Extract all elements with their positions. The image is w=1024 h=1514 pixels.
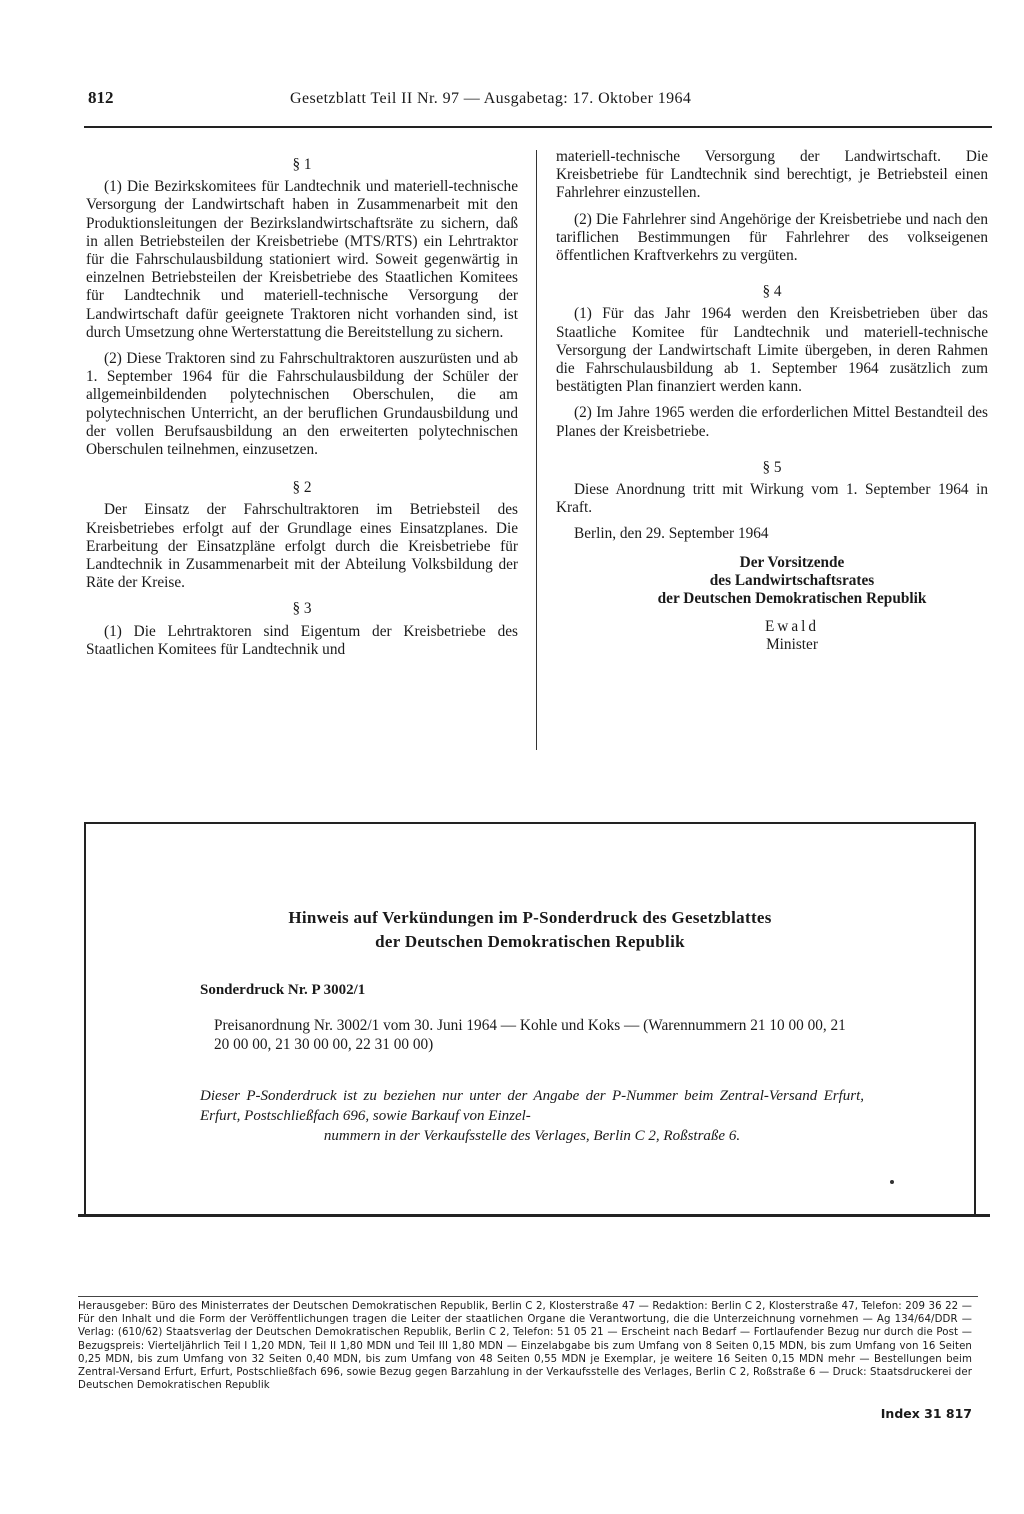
imprint-footer: Herausgeber: Büro des Ministerrates der Deutschen Demokratischen Republik, Berlin C 2, Klosterstraße 47 — Redaktion: Berlin C 2, Klosterstraße 47, Telefon: 209 36 22 — Für den Inhalt und die Form der Veröffentlichungen tragen die Leiter der staatlichen Organe die Verantwortung, die die Unterzeichnung vornehmen — Ag 134/64/DDR — Verlag: (610/62) Staatsverlag der Deutschen Demokratischen Republik, Berlin C 2, Telefon: 51 05 21 — Erscheint nach Bedarf — Fortlaufender Bezug nur durch die Post — Bezugspreis: Vierteljährlich Teil I 1,20 MDN, Teil II 1,80 MDN und Teil III 1,80 MDN — Einzelabgabe bis zum Umfang von 8 Seiten 0,15 MDN, bis zum Umfang von 16 Seiten 0,25 MDN, bis zum Umfang von 32 Seiten 0,40 MDN, bis zum Umfang von 48 Seiten 0,55 MDN je Exemplar, je weitere 16 Seiten 0,15 MDN mehr — Bestellungen beim Zentral-Versand Erfurt, Erfurt, Postschließfach 696, sowie Bezug gegen Barzahlung in der Verkaufsstelle des Verlages, Berlin C 2, Roßstraße 6 — Druck: Staatsdruckerei der Deutschen Demokratischen Republik [78, 1301, 972, 1392]
left-column [86, 148, 518, 659]
notice-bottom-rule [78, 1214, 990, 1217]
signatory-line: Der Vorsitzende [739, 553, 845, 571]
section-heading: § 2 [292, 479, 312, 497]
city-date: Berlin, den 29. September 1964 [574, 525, 769, 543]
section-heading: § 3 [292, 600, 312, 618]
notice-box [84, 822, 976, 1214]
column-divider [536, 150, 537, 750]
paragraph: Der Einsatz der Fahrschultraktoren im Betriebsteil des Kreisbetriebes erfolgt auf der Grundlage eines Einsatzplanes. Die Erarbeitung der Einsatzpläne erfolgt durch die Kreisbetriebe für Landtechnik in Zusammenarbeit mit der Abteilung Volksbildung der Räte der Kreise. [86, 501, 518, 592]
header-rule [84, 126, 992, 128]
page-header-title: Gesetzblatt Teil II Nr. 97 — Ausgabetag: 17. Oktober 1964 [290, 90, 692, 107]
paragraph: (1) Für das Jahr 1964 werden den Kreisbetrieben über das Staatliche Komitee für Landtechnik und materiell-technische Versorgung der Landwirtschaft Limite übergeben, in deren Rahmen die Fahrschulausbildung ab 1. September 1964 zusätzlich zum bestätigten Plan finanziert werden kann. [556, 305, 988, 396]
paragraph: materiell-technische Versorgung der Landwirtschaft. Die Kreisbetriebe für Landtechnik sind berechtigt, je Betriebsteil einen Fahrlehrer einzustellen. [556, 148, 988, 202]
paragraph: Diese Anordnung tritt mit Wirkung vom 1. September 1964 in Kraft. [556, 481, 988, 517]
signatory-line: der Deutschen Demokratischen Republik [657, 590, 927, 608]
dot-mark [890, 1180, 894, 1184]
signatory-title: Minister [766, 636, 818, 654]
section-heading: § 1 [292, 156, 312, 173]
footer-rule [78, 1296, 978, 1297]
notice-ordering-text: Dieser P-Sonderdruck ist zu beziehen nur unter der Angabe der P-Nummer beim Zentral-Versand Erfurt, Erfurt, Postschließfach 696, sowie Barkauf von Einzel- [200, 1088, 864, 1124]
paragraph: (1) Die Lehrtraktoren sind Eigentum der Kreisbetriebe des Staatlichen Komitees für Landtechnik und [86, 622, 518, 658]
signatory-name: Ewald [764, 618, 820, 636]
section-heading: § 5 [762, 458, 782, 476]
paragraph: (2) Diese Traktoren sind zu Fahrschultraktoren auszurüsten und ab 1. September 1964 für die Fahrschulausbildung der Schüler der allgemeinbildenden polytechnischen Oberschulen, die am polytechnischen Unterricht, an der beruflichen Grundausbildung und der vollen Berufsausbildung an den erweiterten polytechnischen Oberschulen teilnehmen, einzusetzen. [86, 350, 518, 459]
paragraph: (1) Die Bezirkskomitees für Landtechnik und materiell-technische Versorgung der Landwirtschaft haben in Zusammenarbeit mit den Produktionsleitungen der Bezirkslandwirtschaftsräte zu sichern, daß in allen Betriebsteilen der Kreisbetriebe (MTS/RTS) ein Lehrtraktor für die Fahrschulausbildung stationiert wird. Soweit gegenwärtig in einzelnen Betriebsteilen der Kreisbetriebe des Staatlichen Komitees für Landtechnik und materiell-technische Versorgung der Landwirtschaft dafür geeignete Traktoren nicht vorhanden sind, ist durch Umsetzung ohne Werterstattung die Bereitstellung zu sichern. [86, 178, 518, 341]
notice-ordering-info [200, 1086, 864, 1146]
notice-ordering-text-last: nummern in der Verkaufsstelle des Verlages, Berlin C 2, Roßstraße 6. [323, 1128, 741, 1144]
sonderdruck-label: Sonderdruck Nr. P 3002/1 [200, 982, 366, 998]
page-number: 812 [88, 88, 114, 107]
notice-body: Preisanordnung Nr. 3002/1 vom 30. Juni 1964 — Kohle und Koks — (Warennummern 21 10 00 00, 21 20 00 00, 21 30 00 00, 22 31 00 00) [214, 1017, 846, 1053]
right-column [556, 148, 988, 655]
signatory-line: des Landwirtschaftsrates [709, 571, 875, 589]
notice-heading-line: Hinweis auf Verkündungen im P-Sonderdruck des Gesetzblattes [288, 908, 772, 927]
paragraph: (2) Im Jahre 1965 werden die erforderlichen Mittel Bestandteil des Planes der Kreisbetriebe. [556, 404, 988, 440]
paragraph: (2) Die Fahrlehrer sind Angehörige der Kreisbetriebe und nach den tariflichen Bestimmungen für Fahrlehrer des volkseigenen öffentlichen Kraftverkehrs zu vergüten. [556, 210, 988, 265]
notice-heading-line: der Deutschen Demokratischen Republik [375, 932, 685, 951]
notice-heading [86, 906, 974, 954]
section-heading: § 4 [762, 283, 782, 301]
index-number: Index 31 817 [880, 1406, 972, 1421]
